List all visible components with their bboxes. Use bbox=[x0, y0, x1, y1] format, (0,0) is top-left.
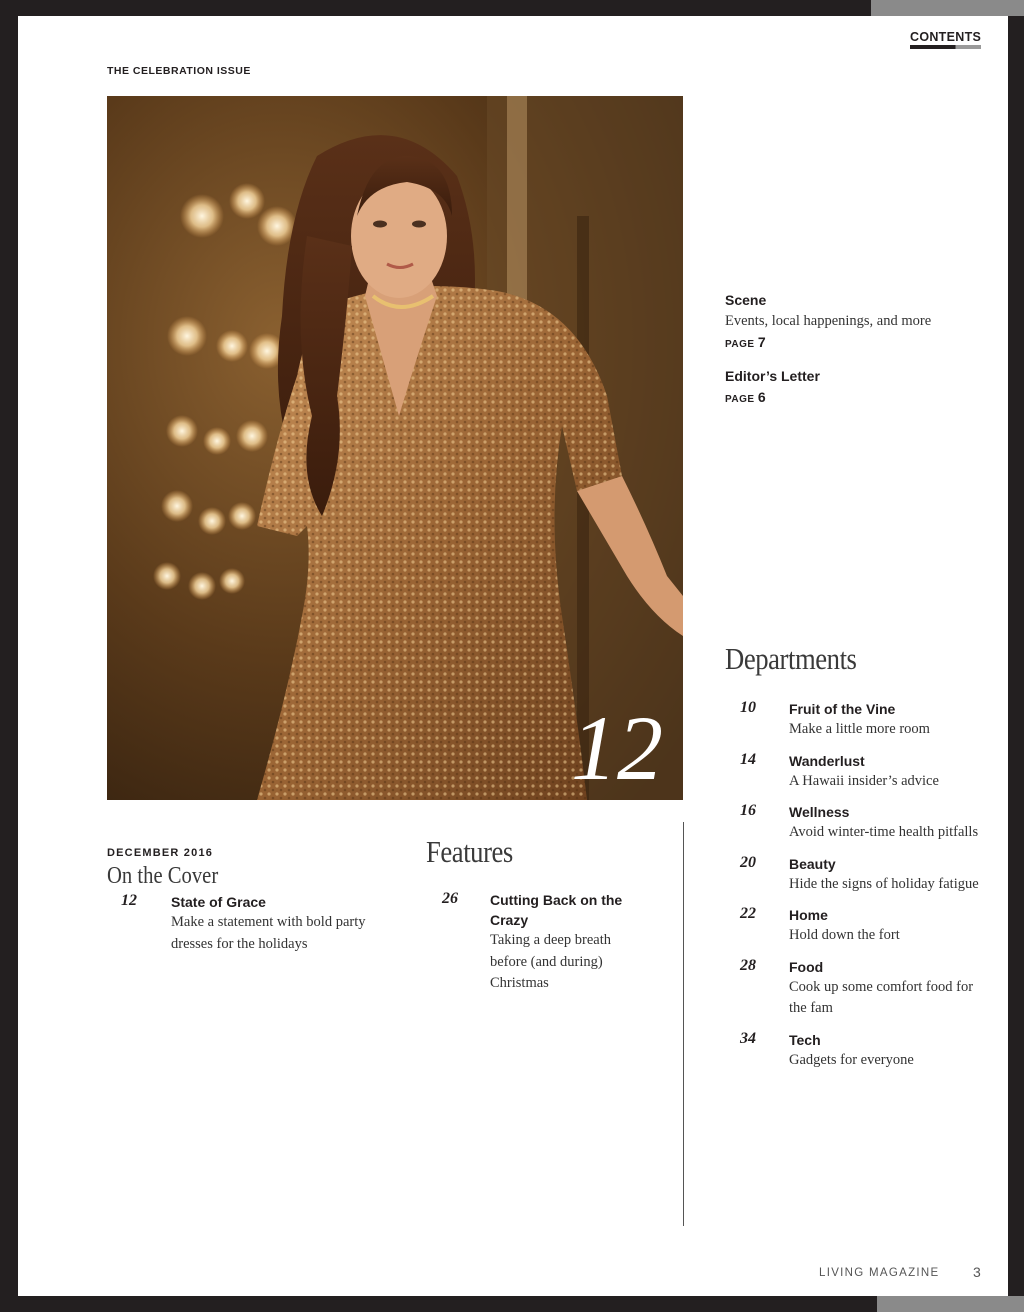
toc-item-description: Cook up some comfort food for the fam bbox=[789, 978, 974, 1016]
toc-item-description: Hold down the fort bbox=[789, 927, 900, 943]
toc-item-description: Taking a deep breath before (and during) Christmas bbox=[490, 932, 611, 991]
section-tab[interactable]: CONTENTS bbox=[910, 30, 982, 44]
side-entries bbox=[725, 292, 985, 423]
column-divider bbox=[683, 822, 684, 1226]
page-label: PAGE bbox=[725, 339, 755, 350]
toc-item-page: 14 bbox=[740, 750, 756, 768]
toc-item-title: Tech bbox=[789, 1031, 821, 1048]
side-entry-editors-letter[interactable] bbox=[725, 368, 985, 405]
issue-date: DECEMBER 2016 bbox=[107, 847, 214, 859]
toc-item-page: 10 bbox=[740, 699, 756, 716]
toc-item-title: Cutting Back on the Crazy bbox=[490, 892, 623, 928]
toc-item-beauty[interactable] bbox=[725, 854, 985, 896]
toc-item-description: Make a little more room bbox=[789, 721, 930, 737]
page-number: 6 bbox=[757, 389, 767, 405]
section-tab-underline bbox=[910, 45, 981, 49]
toc-item-description: Gadgets for everyone bbox=[789, 1051, 914, 1068]
toc-item-title: State of Grace bbox=[171, 894, 266, 910]
departments-list bbox=[725, 699, 985, 1081]
toc-item-title: Wanderlust bbox=[789, 752, 865, 769]
cover-photo-illustration bbox=[107, 96, 683, 800]
side-entry-title: Scene bbox=[725, 292, 767, 308]
issue-title: THE CELEBRATION ISSUE bbox=[107, 65, 251, 77]
toc-item-tech[interactable] bbox=[725, 1030, 985, 1072]
toc-item-page: 22 bbox=[740, 905, 756, 922]
footer-page-number: 3 bbox=[973, 1264, 981, 1280]
side-entry-page bbox=[725, 334, 985, 350]
toc-item-title: Home bbox=[789, 907, 828, 923]
footer-magazine-name: LIVING MAGAZINE bbox=[819, 1267, 940, 1279]
side-entry-page bbox=[725, 389, 985, 405]
on-the-cover-heading: On the Cover bbox=[107, 863, 219, 889]
page-label: PAGE bbox=[725, 394, 755, 405]
toc-item-wellness[interactable] bbox=[725, 802, 985, 844]
magazine-page bbox=[18, 16, 1008, 1296]
toc-item-title: Food bbox=[789, 958, 824, 975]
toc-item-state-of-grace[interactable] bbox=[107, 892, 397, 955]
toc-item-page: 28 bbox=[740, 956, 756, 974]
cover-story-list bbox=[107, 892, 397, 965]
toc-item-title: Fruit of the Vine bbox=[789, 701, 896, 717]
cover-photo[interactable] bbox=[107, 96, 683, 800]
side-entry-title: Editor’s Letter bbox=[725, 368, 820, 384]
toc-item-description: A Hawaii insider’s advice bbox=[789, 772, 939, 789]
frame-bottom-accent bbox=[877, 1296, 1024, 1312]
photo-page-number: 12 bbox=[571, 697, 663, 799]
toc-item-page: 16 bbox=[740, 802, 756, 819]
departments-heading: Departments bbox=[725, 641, 857, 676]
frame-top-accent bbox=[871, 0, 1024, 16]
page-number: 7 bbox=[757, 334, 767, 350]
features-heading: Features bbox=[426, 834, 513, 869]
toc-item-home[interactable] bbox=[725, 905, 985, 947]
toc-item-page: 12 bbox=[121, 892, 137, 909]
toc-item-title: Wellness bbox=[789, 804, 850, 820]
toc-item-page: 26 bbox=[442, 890, 458, 907]
features-list bbox=[426, 890, 646, 1005]
side-entry-scene[interactable] bbox=[725, 292, 985, 350]
toc-item-wanderlust[interactable] bbox=[725, 751, 985, 793]
toc-item-title: Beauty bbox=[789, 855, 836, 872]
toc-item-description: Avoid winter-time health pitfalls bbox=[789, 824, 979, 840]
toc-item-fruit-of-the-vine[interactable] bbox=[725, 699, 985, 741]
toc-item-page: 20 bbox=[740, 853, 756, 871]
toc-item-description: Hide the signs of holiday fatigue bbox=[789, 875, 979, 892]
toc-item-food[interactable] bbox=[725, 957, 985, 1020]
toc-item-description: Make a statement with bold party dresses for the holidays bbox=[171, 914, 366, 952]
toc-item-page: 34 bbox=[740, 1029, 756, 1047]
toc-item-cutting-back-on-the-crazy[interactable] bbox=[426, 890, 646, 995]
side-entry-description: Events, local happenings, and more bbox=[725, 313, 932, 329]
